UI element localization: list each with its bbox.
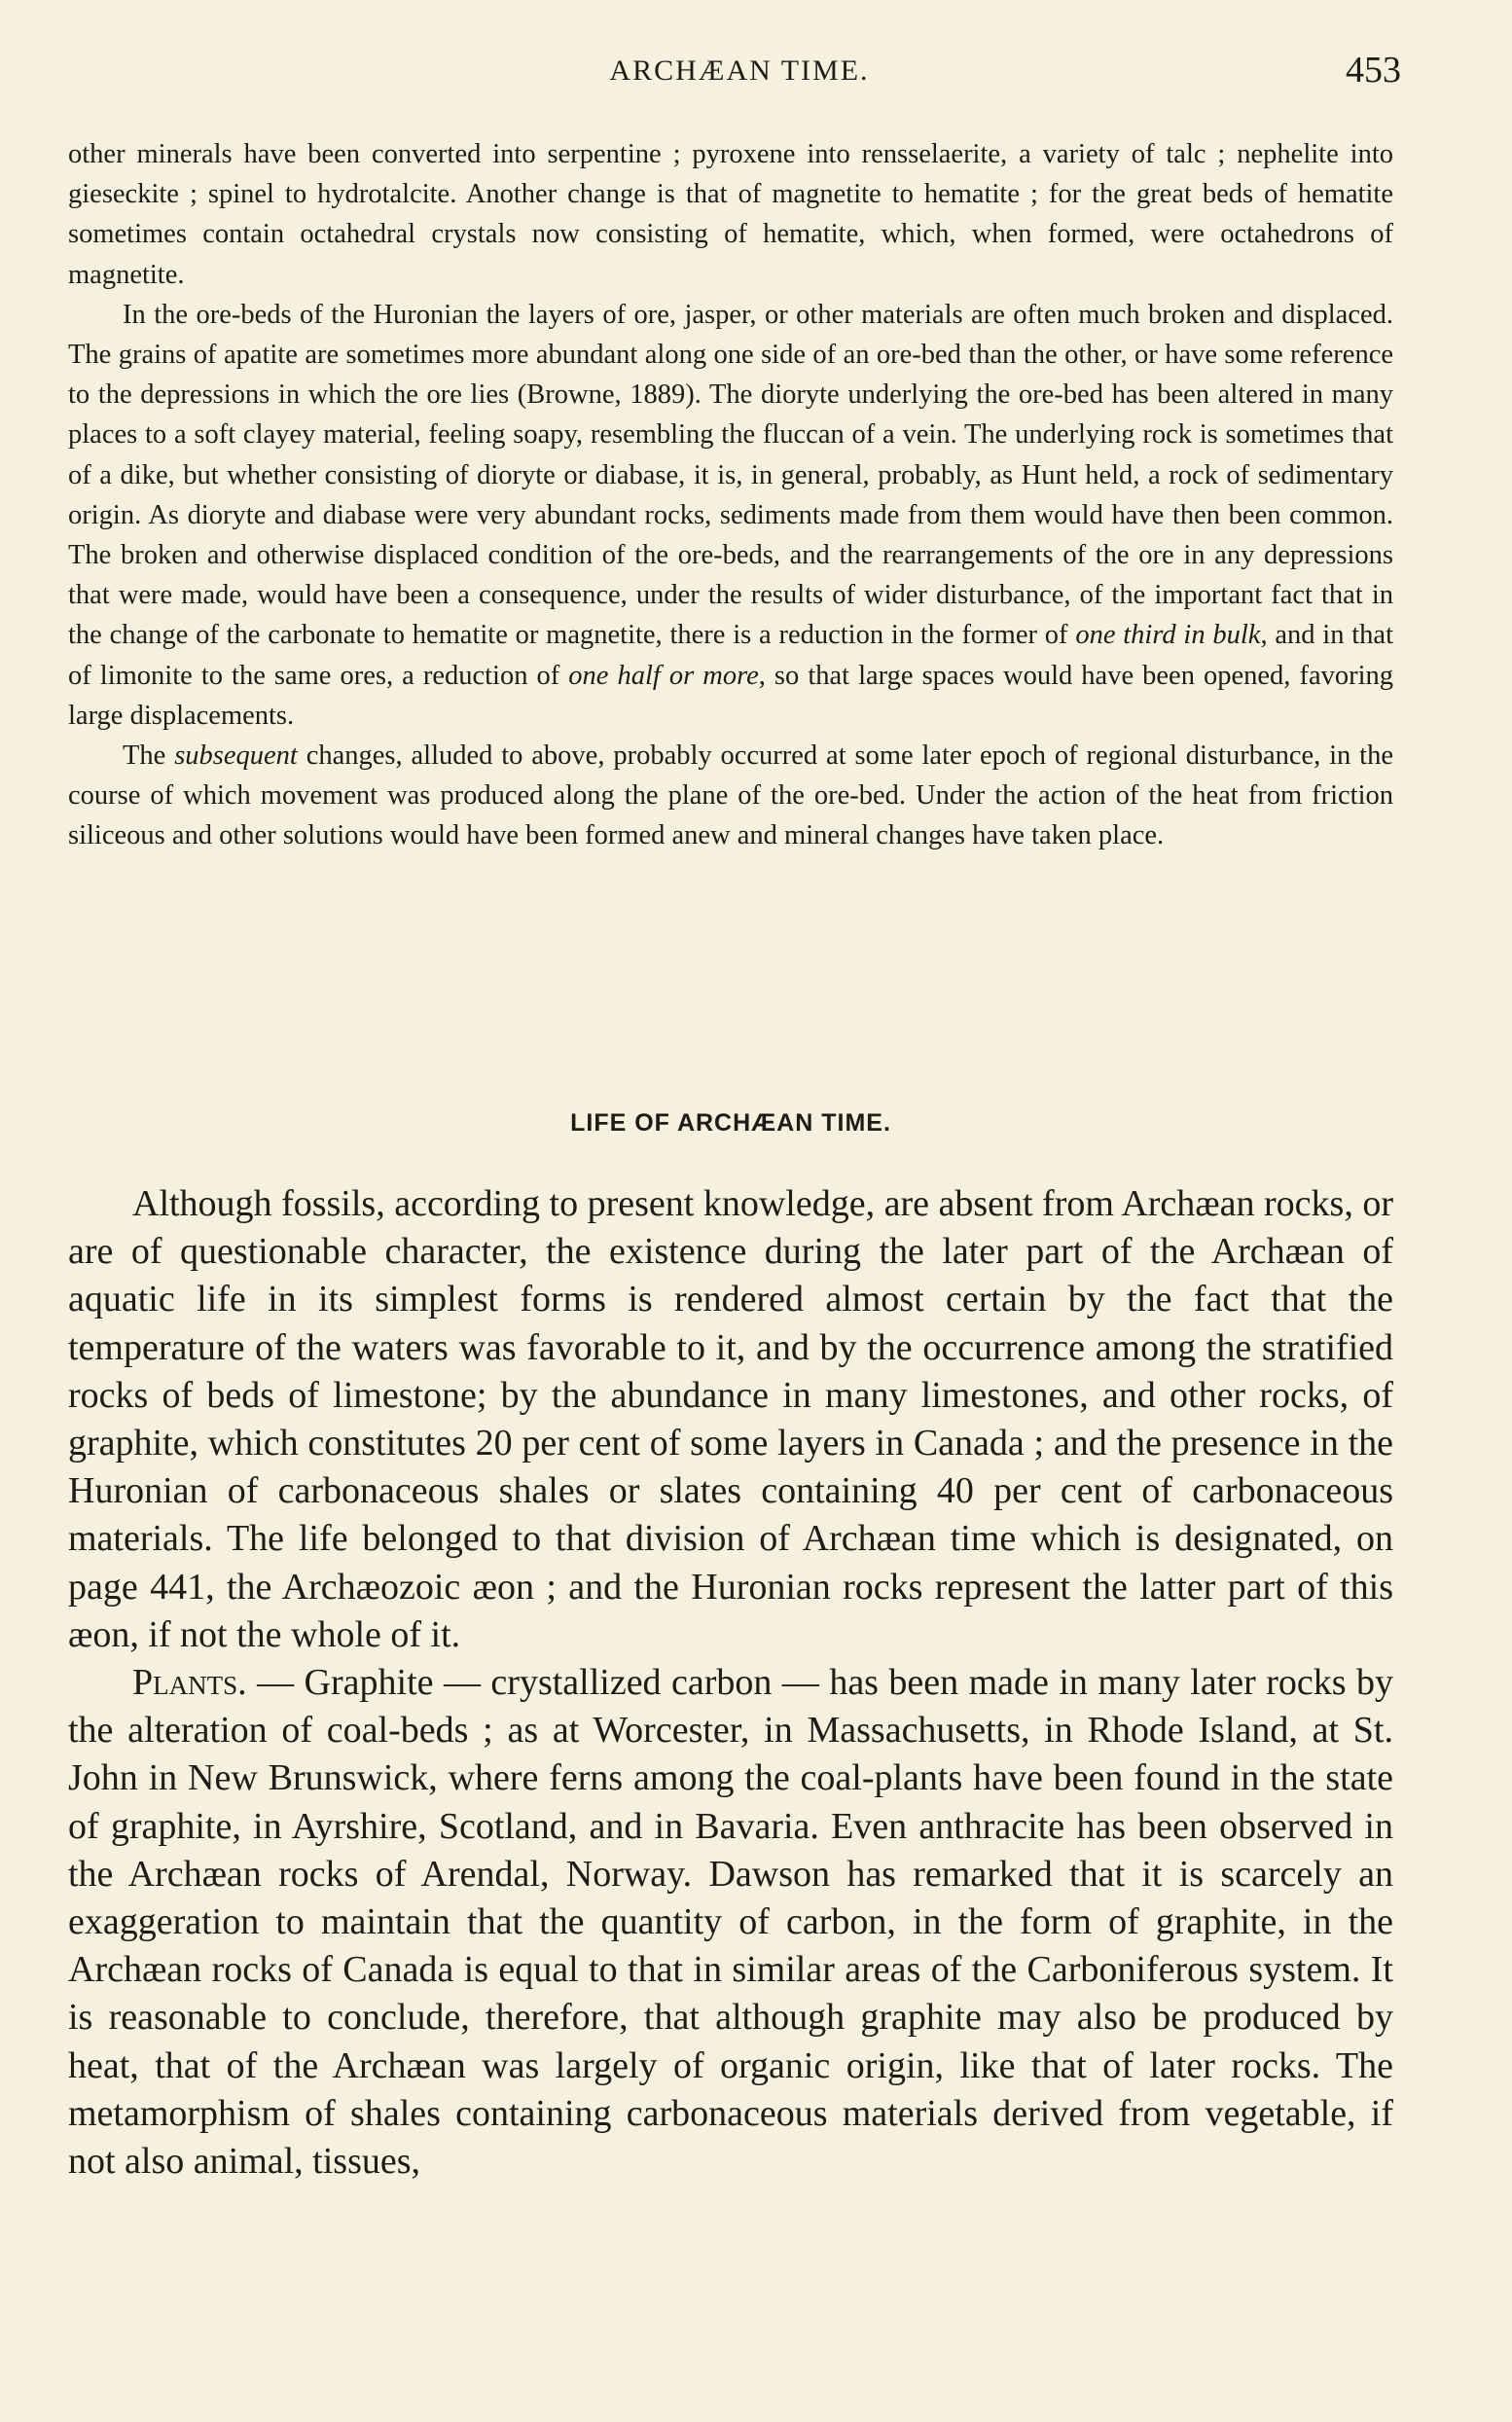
italic-phrase: one half or more: [568, 660, 759, 691]
page-header: [68, 47, 1411, 95]
paragraph-subsequent-changes: [68, 736, 1393, 856]
section-heading: LIFE OF ARCHÆAN TIME.: [570, 1109, 891, 1137]
page-number: 453: [1346, 50, 1401, 90]
life-section-text: [68, 1180, 1393, 2186]
text-span: , so that large spaces would have been opened, favoring large displacements.: [68, 660, 1393, 731]
paragraph-plants: [68, 1659, 1393, 2186]
italic-phrase: subsequent: [174, 741, 298, 772]
text-span: , and in that of limonite to the same ores, a reduction of: [68, 620, 1394, 691]
text-span: In the ore-beds of the Huronian the layers of ore, jasper, or other materials are often much broken and displaced. The grains of apatite are sometimes more abundant along one side of an ore-bed than the other, or have some reference to the depressions in which the ore lies (Browne, 1889). The dioryte underlying the ore-bed has been altered in many places to a soft clayey material, feeling soapy, resembling the fluccan of a vein. The underlying rock is sometimes that of a dike, but whether consisting of dioryte or diabase, it is, in general, probably, as Hunt held, a rock of sedimentary origin. As dioryte and diabase were very abundant rocks, sediments made from them would have then been common. The broken and otherwise displaced condition of the ore-beds, and the rearrangements of the ore in any depressions that were made, would have been a consequence, under the results of wider disturbance, of the important fact that in the change of the carbonate to hematite or magnetite, there is a reduction in the former of: [68, 299, 1393, 651]
running-title: ARCHÆAN TIME.: [609, 54, 870, 87]
text-span: The: [123, 741, 175, 772]
text-span: — Graphite — crystallized carbon — has been made in many later rocks by the alteration of coal-beds ; as at Worcester, in Massachusetts, in Rhode Island, at St. John in New Brunswick, where ferns among the coal-plants have been found in the state of graphite, in Ayrshire, Scotland, and in Bavaria. Even anthracite has been observed in the Archæan rocks of Arendal, Norway. Dawson has remarked that it is scarcely an exaggeration to maintain that the quantity of carbon, in the form of graphite, in the Archæan rocks of Canada is equal to that in similar areas of the Carboniferous system. It is reasonable to conclude, therefore, that although graphite may also be produced by heat, that of the Archæan was largely of organic origin, like that of later rocks. The metamorphism of shales containing carbonaceous materials derived from vegetable, if not also animal, tissues,: [68, 1662, 1393, 2183]
paragraph-huronian-ore-beds: [68, 295, 1393, 736]
italic-phrase: one third in bulk: [1075, 620, 1261, 651]
paragraph-minerals: other minerals have been converted into serpentine ; pyroxene into rensselaerite, a variety of talc ; nephelite into gieseckite ; spinel to hydrotalcite. Another change is that of magnetite to hematite ; for the great beds of hematite sometimes contain octahedral crystals now consisting of hematite, which, when formed, were octahedrons of magnetite.: [68, 139, 1393, 290]
text-span: changes, alluded to above, probably occurred at some later epoch of regional disturbance, in the course of which movement was produced along the plane of the ore-bed. Under the action of the heat from friction siliceous and other solutions would have been formed anew and mineral changes have taken place.: [68, 741, 1393, 851]
paragraph-life: Although fossils, according to present knowledge, are absent from Archæan rocks, or are of questionable character, the existence during the later part of the Archæan of aquatic life in its simplest forms is rendered almost certain by the fact that the temperature of the waters was favorable to it, and by the occurrence among the stratified rocks of beds of limestone; by the abundance in many limestones, and other rocks, of graphite, which constitutes 20 per cent of some layers in Canada ; and the presence in the Huronian of carbonaceous shales or slates containing 40 per cent of carbonaceous materials. The life belonged to that division of Archæan time which is designated, on page 441, the Archæozoic æon ; and the Huronian rocks represent the latter part of this æon, if not the whole of it.: [68, 1183, 1393, 1655]
run-in-heading: Plants.: [132, 1662, 247, 1704]
ore-bed-text: [68, 134, 1393, 856]
